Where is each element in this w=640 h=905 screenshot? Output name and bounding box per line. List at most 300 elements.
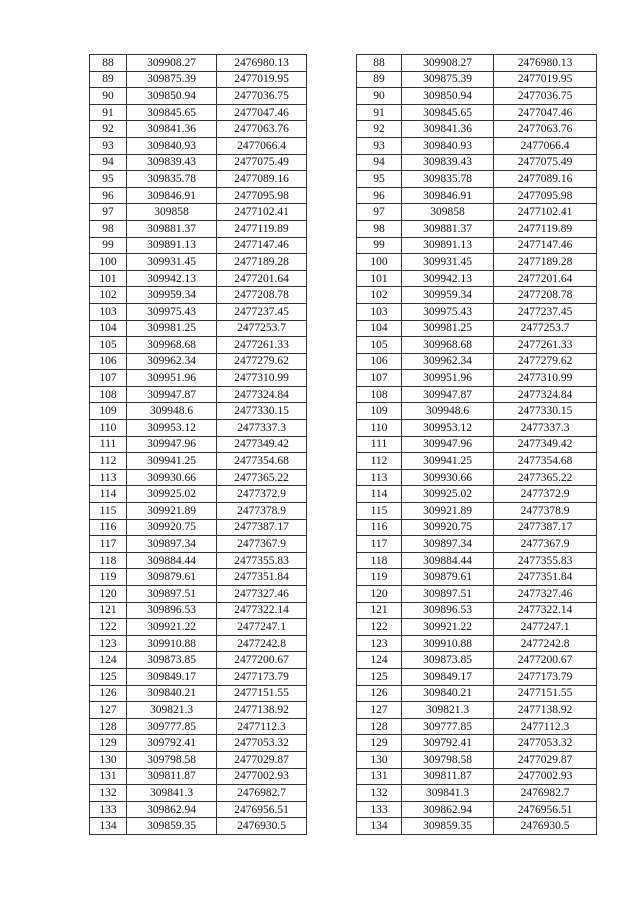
table-row: [357, 154, 597, 171]
x-coordinate-cell: 309839.43: [402, 154, 494, 171]
x-coordinate-cell: 309841.3: [127, 785, 217, 802]
table-row: [90, 818, 307, 835]
table-row: [90, 552, 307, 569]
y-coordinate-cell: 2477112.3: [217, 718, 307, 735]
table-row: [357, 287, 597, 304]
point-number-cell: 99: [357, 237, 402, 254]
point-number-cell: 117: [90, 536, 127, 553]
y-coordinate-cell: 2477138.92: [217, 702, 307, 719]
point-number-cell: 114: [357, 486, 402, 503]
y-coordinate-cell: 2477208.78: [494, 287, 597, 304]
point-number-cell: 92: [357, 121, 402, 138]
x-coordinate-cell: 309850.94: [402, 88, 494, 105]
y-coordinate-cell: 2477075.49: [494, 154, 597, 171]
x-coordinate-cell: 309921.89: [127, 503, 217, 520]
coordinate-table-right: [356, 54, 597, 835]
point-number-cell: 122: [90, 619, 127, 636]
x-coordinate-cell: 309941.25: [402, 453, 494, 470]
point-number-cell: 124: [90, 652, 127, 669]
table-row: [357, 751, 597, 768]
y-coordinate-cell: 2476982.7: [217, 785, 307, 802]
x-coordinate-cell: 309811.87: [402, 768, 494, 785]
point-number-cell: 109: [90, 403, 127, 420]
point-number-cell: 97: [357, 204, 402, 221]
point-number-cell: 98: [357, 220, 402, 237]
x-coordinate-cell: 309897.51: [127, 586, 217, 603]
point-number-cell: 115: [357, 503, 402, 520]
x-coordinate-cell: 309841.36: [402, 121, 494, 138]
table-row: [357, 685, 597, 702]
point-number-cell: 96: [90, 187, 127, 204]
table-row: [90, 171, 307, 188]
point-number-cell: 90: [357, 88, 402, 105]
point-number-cell: 95: [90, 171, 127, 188]
point-number-cell: 112: [357, 453, 402, 470]
table-row: [90, 635, 307, 652]
y-coordinate-cell: 2477102.41: [494, 204, 597, 221]
x-coordinate-cell: 309792.41: [402, 735, 494, 752]
y-coordinate-cell: 2477310.99: [217, 370, 307, 387]
table-row: [90, 71, 307, 88]
x-coordinate-cell: 309947.87: [402, 386, 494, 403]
point-number-cell: 105: [90, 337, 127, 354]
table-row: [357, 552, 597, 569]
point-number-cell: 120: [90, 586, 127, 603]
y-coordinate-cell: 2477242.8: [217, 635, 307, 652]
y-coordinate-cell: 2477324.84: [494, 386, 597, 403]
y-coordinate-cell: 2477242.8: [494, 635, 597, 652]
table-row: [357, 303, 597, 320]
table-row: [90, 619, 307, 636]
point-number-cell: 111: [357, 436, 402, 453]
table-row: [90, 785, 307, 802]
y-coordinate-cell: 2477089.16: [217, 171, 307, 188]
y-coordinate-cell: 2477337.3: [217, 420, 307, 437]
table-row: [90, 137, 307, 154]
point-number-cell: 132: [90, 785, 127, 802]
point-number-cell: 133: [357, 801, 402, 818]
x-coordinate-cell: 309862.94: [127, 801, 217, 818]
x-coordinate-cell: 309846.91: [127, 187, 217, 204]
table-row: [357, 71, 597, 88]
y-coordinate-cell: 2477367.9: [217, 536, 307, 553]
y-coordinate-cell: 2477200.67: [494, 652, 597, 669]
table-row: [90, 337, 307, 354]
x-coordinate-cell: 309962.34: [402, 353, 494, 370]
table-row: [357, 353, 597, 370]
table-row: [90, 353, 307, 370]
table-row: [90, 453, 307, 470]
point-number-cell: 108: [357, 386, 402, 403]
y-coordinate-cell: 2477372.9: [217, 486, 307, 503]
point-number-cell: 89: [357, 71, 402, 88]
table-row: [90, 685, 307, 702]
x-coordinate-cell: 309845.65: [402, 104, 494, 121]
x-coordinate-cell: 309873.85: [402, 652, 494, 669]
y-coordinate-cell: 2477337.3: [494, 420, 597, 437]
y-coordinate-cell: 2476982.7: [494, 785, 597, 802]
x-coordinate-cell: 309858: [127, 204, 217, 221]
point-number-cell: 90: [90, 88, 127, 105]
table-row: [357, 137, 597, 154]
x-coordinate-cell: 309884.44: [127, 552, 217, 569]
y-coordinate-cell: 2477036.75: [217, 88, 307, 105]
y-coordinate-cell: 2477330.15: [217, 403, 307, 420]
point-number-cell: 89: [90, 71, 127, 88]
point-number-cell: 113: [357, 469, 402, 486]
table-row: [90, 519, 307, 536]
table-row: [357, 652, 597, 669]
y-coordinate-cell: 2477237.45: [494, 303, 597, 320]
y-coordinate-cell: 2476930.5: [217, 818, 307, 835]
y-coordinate-cell: 2477102.41: [217, 204, 307, 221]
table-row: [357, 635, 597, 652]
point-number-cell: 130: [90, 751, 127, 768]
y-coordinate-cell: 2477237.45: [217, 303, 307, 320]
table-row: [90, 237, 307, 254]
y-coordinate-cell: 2477036.75: [494, 88, 597, 105]
y-coordinate-cell: 2477322.14: [494, 602, 597, 619]
table-row: [90, 303, 307, 320]
y-coordinate-cell: 2477138.92: [494, 702, 597, 719]
y-coordinate-cell: 2477310.99: [494, 370, 597, 387]
point-number-cell: 123: [90, 635, 127, 652]
x-coordinate-cell: 309884.44: [402, 552, 494, 569]
table-row: [357, 436, 597, 453]
y-coordinate-cell: 2477253.7: [494, 320, 597, 337]
point-number-cell: 98: [90, 220, 127, 237]
table-row: [90, 104, 307, 121]
x-coordinate-cell: 309981.25: [127, 320, 217, 337]
x-coordinate-cell: 309920.75: [402, 519, 494, 536]
point-number-cell: 106: [357, 353, 402, 370]
x-coordinate-cell: 309862.94: [402, 801, 494, 818]
table-row: [357, 536, 597, 553]
y-coordinate-cell: 2477147.46: [217, 237, 307, 254]
table-row: [90, 801, 307, 818]
table-row: [357, 519, 597, 536]
table-row: [90, 718, 307, 735]
x-coordinate-cell: 309792.41: [127, 735, 217, 752]
x-coordinate-cell: 309920.75: [127, 519, 217, 536]
point-number-cell: 100: [357, 254, 402, 271]
table-row: [357, 503, 597, 520]
point-number-cell: 122: [357, 619, 402, 636]
point-number-cell: 131: [90, 768, 127, 785]
point-number-cell: 128: [90, 718, 127, 735]
table-row: [357, 569, 597, 586]
y-coordinate-cell: 2477387.17: [494, 519, 597, 536]
y-coordinate-cell: 2477066.4: [494, 137, 597, 154]
y-coordinate-cell: 2477119.89: [217, 220, 307, 237]
y-coordinate-cell: 2477201.64: [217, 270, 307, 287]
point-number-cell: 109: [357, 403, 402, 420]
y-coordinate-cell: 2477354.68: [217, 453, 307, 470]
point-number-cell: 101: [357, 270, 402, 287]
table-row: [357, 668, 597, 685]
point-number-cell: 107: [357, 370, 402, 387]
point-number-cell: 125: [90, 668, 127, 685]
y-coordinate-cell: 2477063.76: [494, 121, 597, 138]
point-number-cell: 104: [357, 320, 402, 337]
y-coordinate-cell: 2476930.5: [494, 818, 597, 835]
point-number-cell: 134: [90, 818, 127, 835]
y-coordinate-cell: 2477200.67: [217, 652, 307, 669]
y-coordinate-cell: 2477147.46: [494, 237, 597, 254]
x-coordinate-cell: 309811.87: [127, 768, 217, 785]
point-number-cell: 126: [357, 685, 402, 702]
y-coordinate-cell: 2477387.17: [217, 519, 307, 536]
x-coordinate-cell: 309897.51: [402, 586, 494, 603]
x-coordinate-cell: 309959.34: [402, 287, 494, 304]
x-coordinate-cell: 309777.85: [127, 718, 217, 735]
y-coordinate-cell: 2477002.93: [494, 768, 597, 785]
y-coordinate-cell: 2477327.46: [494, 586, 597, 603]
x-coordinate-cell: 309925.02: [127, 486, 217, 503]
y-coordinate-cell: 2476980.13: [494, 55, 597, 72]
y-coordinate-cell: 2477066.4: [217, 137, 307, 154]
point-number-cell: 91: [90, 104, 127, 121]
table-row: [357, 801, 597, 818]
y-coordinate-cell: 2477354.68: [494, 453, 597, 470]
x-coordinate-cell: 309908.27: [127, 55, 217, 72]
coordinate-table-left: [89, 54, 307, 835]
x-coordinate-cell: 309846.91: [402, 187, 494, 204]
x-coordinate-cell: 309947.87: [127, 386, 217, 403]
y-coordinate-cell: 2477119.89: [494, 220, 597, 237]
point-number-cell: 124: [357, 652, 402, 669]
x-coordinate-cell: 309896.53: [127, 602, 217, 619]
table-row: [90, 586, 307, 603]
table-row: [357, 386, 597, 403]
x-coordinate-cell: 309910.88: [402, 635, 494, 652]
y-coordinate-cell: 2477372.9: [494, 486, 597, 503]
table-row: [90, 602, 307, 619]
x-coordinate-cell: 309897.34: [402, 536, 494, 553]
x-coordinate-cell: 309953.12: [127, 420, 217, 437]
x-coordinate-cell: 309835.78: [127, 171, 217, 188]
x-coordinate-cell: 309925.02: [402, 486, 494, 503]
coordinate-table-left-body: [90, 55, 307, 835]
y-coordinate-cell: 2477189.28: [494, 254, 597, 271]
y-coordinate-cell: 2477208.78: [217, 287, 307, 304]
y-coordinate-cell: 2477378.9: [217, 503, 307, 520]
table-row: [357, 171, 597, 188]
table-row: [90, 204, 307, 221]
x-coordinate-cell: 309873.85: [127, 652, 217, 669]
x-coordinate-cell: 309981.25: [402, 320, 494, 337]
point-number-cell: 105: [357, 337, 402, 354]
table-row: [90, 652, 307, 669]
y-coordinate-cell: 2477324.84: [217, 386, 307, 403]
x-coordinate-cell: 309910.88: [127, 635, 217, 652]
x-coordinate-cell: 309850.94: [127, 88, 217, 105]
y-coordinate-cell: 2477047.46: [217, 104, 307, 121]
table-row: [90, 187, 307, 204]
x-coordinate-cell: 309968.68: [127, 337, 217, 354]
x-coordinate-cell: 309839.43: [127, 154, 217, 171]
table-row: [357, 187, 597, 204]
table-row: [90, 486, 307, 503]
x-coordinate-cell: 309840.93: [402, 137, 494, 154]
y-coordinate-cell: 2477019.95: [217, 71, 307, 88]
y-coordinate-cell: 2477029.87: [217, 751, 307, 768]
table-row: [90, 668, 307, 685]
point-number-cell: 88: [357, 55, 402, 72]
x-coordinate-cell: 309941.25: [127, 453, 217, 470]
y-coordinate-cell: 2477247.1: [217, 619, 307, 636]
table-row: [90, 536, 307, 553]
y-coordinate-cell: 2477355.83: [217, 552, 307, 569]
x-coordinate-cell: 309921.89: [402, 503, 494, 520]
point-number-cell: 119: [357, 569, 402, 586]
y-coordinate-cell: 2477279.62: [494, 353, 597, 370]
point-number-cell: 112: [90, 453, 127, 470]
point-number-cell: 113: [90, 469, 127, 486]
y-coordinate-cell: 2477367.9: [494, 536, 597, 553]
table-row: [357, 370, 597, 387]
x-coordinate-cell: 309908.27: [402, 55, 494, 72]
table-row: [357, 104, 597, 121]
point-number-cell: 104: [90, 320, 127, 337]
point-number-cell: 129: [90, 735, 127, 752]
table-row: [90, 751, 307, 768]
point-number-cell: 131: [357, 768, 402, 785]
x-coordinate-cell: 309975.43: [127, 303, 217, 320]
x-coordinate-cell: 309947.96: [402, 436, 494, 453]
x-coordinate-cell: 309821.3: [402, 702, 494, 719]
point-number-cell: 114: [90, 486, 127, 503]
point-number-cell: 134: [357, 818, 402, 835]
point-number-cell: 132: [357, 785, 402, 802]
y-coordinate-cell: 2477349.42: [494, 436, 597, 453]
table-row: [357, 88, 597, 105]
x-coordinate-cell: 309859.35: [402, 818, 494, 835]
y-coordinate-cell: 2477201.64: [494, 270, 597, 287]
x-coordinate-cell: 309947.96: [127, 436, 217, 453]
x-coordinate-cell: 309849.17: [402, 668, 494, 685]
point-number-cell: 92: [90, 121, 127, 138]
table-row: [357, 320, 597, 337]
x-coordinate-cell: 309930.66: [402, 469, 494, 486]
point-number-cell: 106: [90, 353, 127, 370]
table-row: [90, 287, 307, 304]
point-number-cell: 110: [357, 420, 402, 437]
point-number-cell: 94: [90, 154, 127, 171]
y-coordinate-cell: 2477365.22: [217, 469, 307, 486]
x-coordinate-cell: 309896.53: [402, 602, 494, 619]
y-coordinate-cell: 2477351.84: [494, 569, 597, 586]
y-coordinate-cell: 2477327.46: [217, 586, 307, 603]
x-coordinate-cell: 309948.6: [402, 403, 494, 420]
x-coordinate-cell: 309897.34: [127, 536, 217, 553]
table-row: [357, 121, 597, 138]
x-coordinate-cell: 309821.3: [127, 702, 217, 719]
point-number-cell: 123: [357, 635, 402, 652]
point-number-cell: 91: [357, 104, 402, 121]
y-coordinate-cell: 2477095.98: [494, 187, 597, 204]
table-row: [90, 220, 307, 237]
x-coordinate-cell: 309840.21: [127, 685, 217, 702]
table-row: [357, 220, 597, 237]
y-coordinate-cell: 2477365.22: [494, 469, 597, 486]
table-row: [357, 337, 597, 354]
table-row: [90, 270, 307, 287]
point-number-cell: 88: [90, 55, 127, 72]
table-row: [357, 735, 597, 752]
point-number-cell: 130: [357, 751, 402, 768]
y-coordinate-cell: 2477355.83: [494, 552, 597, 569]
point-number-cell: 95: [357, 171, 402, 188]
x-coordinate-cell: 309881.37: [127, 220, 217, 237]
point-number-cell: 103: [90, 303, 127, 320]
point-number-cell: 111: [90, 436, 127, 453]
y-coordinate-cell: 2476956.51: [217, 801, 307, 818]
table-row: [90, 254, 307, 271]
point-number-cell: 119: [90, 569, 127, 586]
y-coordinate-cell: 2477349.42: [217, 436, 307, 453]
point-number-cell: 125: [357, 668, 402, 685]
x-coordinate-cell: 309840.93: [127, 137, 217, 154]
x-coordinate-cell: 309777.85: [402, 718, 494, 735]
x-coordinate-cell: 309930.66: [127, 469, 217, 486]
y-coordinate-cell: 2477002.93: [217, 768, 307, 785]
y-coordinate-cell: 2476956.51: [494, 801, 597, 818]
table-row: [90, 55, 307, 72]
y-coordinate-cell: 2477112.3: [494, 718, 597, 735]
y-coordinate-cell: 2476980.13: [217, 55, 307, 72]
y-coordinate-cell: 2477189.28: [217, 254, 307, 271]
x-coordinate-cell: 309859.35: [127, 818, 217, 835]
x-coordinate-cell: 309931.45: [402, 254, 494, 271]
table-row: [90, 503, 307, 520]
x-coordinate-cell: 309962.34: [127, 353, 217, 370]
y-coordinate-cell: 2477053.32: [494, 735, 597, 752]
x-coordinate-cell: 309835.78: [402, 171, 494, 188]
table-row: [357, 602, 597, 619]
x-coordinate-cell: 309858: [402, 204, 494, 221]
table-row: [357, 270, 597, 287]
y-coordinate-cell: 2477261.33: [217, 337, 307, 354]
point-number-cell: 110: [90, 420, 127, 437]
table-row: [357, 586, 597, 603]
table-row: [357, 469, 597, 486]
y-coordinate-cell: 2477173.79: [494, 668, 597, 685]
point-number-cell: 128: [357, 718, 402, 735]
x-coordinate-cell: 309931.45: [127, 254, 217, 271]
table-row: [357, 785, 597, 802]
x-coordinate-cell: 309953.12: [402, 420, 494, 437]
x-coordinate-cell: 309921.22: [402, 619, 494, 636]
x-coordinate-cell: 309845.65: [127, 104, 217, 121]
y-coordinate-cell: 2477173.79: [217, 668, 307, 685]
point-number-cell: 116: [357, 519, 402, 536]
y-coordinate-cell: 2477261.33: [494, 337, 597, 354]
table-row: [357, 818, 597, 835]
x-coordinate-cell: 309879.61: [402, 569, 494, 586]
point-number-cell: 97: [90, 204, 127, 221]
point-number-cell: 121: [90, 602, 127, 619]
point-number-cell: 102: [90, 287, 127, 304]
x-coordinate-cell: 309798.58: [402, 751, 494, 768]
x-coordinate-cell: 309968.68: [402, 337, 494, 354]
table-row: [90, 569, 307, 586]
y-coordinate-cell: 2477063.76: [217, 121, 307, 138]
y-coordinate-cell: 2477151.55: [494, 685, 597, 702]
x-coordinate-cell: 309798.58: [127, 751, 217, 768]
y-coordinate-cell: 2477378.9: [494, 503, 597, 520]
table-row: [357, 453, 597, 470]
